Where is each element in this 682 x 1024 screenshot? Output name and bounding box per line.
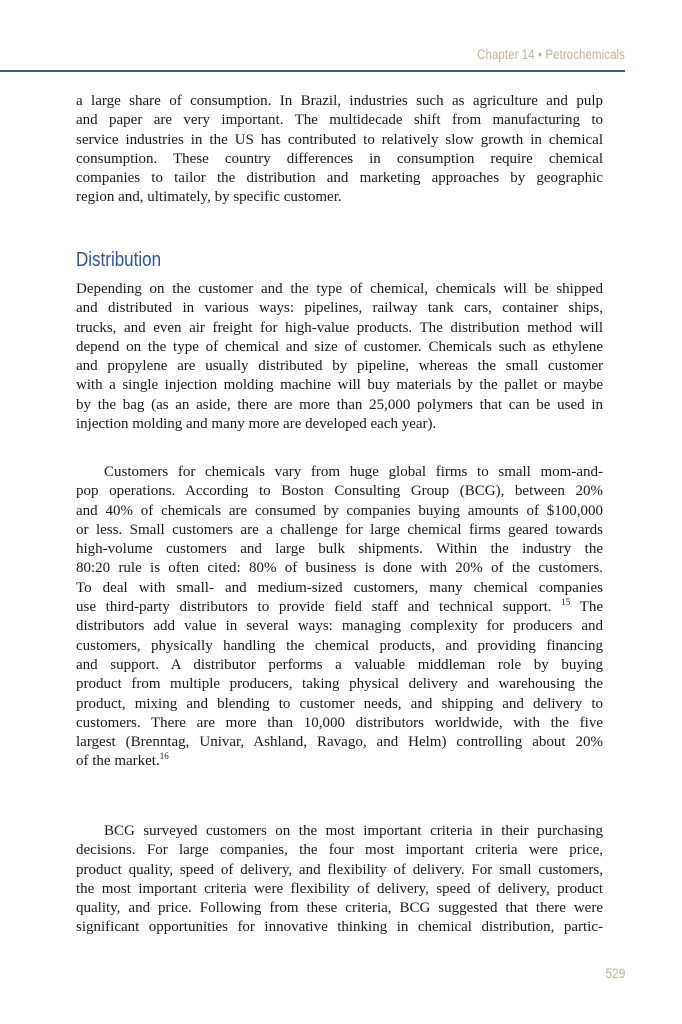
text-line: and distributed in various ways: pipelines, railway tank cars, container ships, <box>76 300 603 317</box>
text-line: largest (Brenntag, Univar, Ashland, Ravago, and Helm) controlling about 20% <box>76 734 603 751</box>
text-line: or less. Small customers are a challenge for large chemical firms geared towards <box>76 521 603 538</box>
text-line: depend on the type of chemical and size of customer. Chemicals such as ethylene <box>76 338 603 355</box>
running-head: Chapter 14 • Petrochemicals <box>477 47 625 62</box>
text-line: BCG surveyed customers on the most important criteria in their purchasing <box>104 823 603 839</box>
footnote-ref-16[interactable]: 16 <box>159 751 169 762</box>
text-line: use third-party distributors to provide field staff and technical support. $^{15}$ The <box>76 597 603 616</box>
text-line: a large share of consumption. In Brazil, industries such as agriculture and pulp <box>76 93 603 109</box>
text-line: companies to tailor the distribution and marketing approaches by geographic <box>76 170 603 187</box>
text-line: significant opportunities for innovative thinking in chemical distribution, partic- <box>76 919 603 936</box>
page-number: 529 <box>605 965 625 981</box>
text-line: quality, and price. Following from these criteria, BCG suggested that there were <box>76 900 603 917</box>
text-line: To deal with small- and medium-sized customers, many chemical companies <box>76 579 603 596</box>
paragraph-intro <box>76 92 603 208</box>
text-line: consumption. These country differences in consumption require chemical <box>76 150 603 167</box>
text-line: high-volume customers and large bulk shipments. Within the industry the <box>76 541 603 558</box>
text-line: service industries in the US has contributed to relatively slow growth in chemical <box>76 131 603 148</box>
text-line: decisions. For large companies, the four most important criteria were price, <box>76 842 603 859</box>
text-line: distributors add value in several ways: managing complexity for producers and <box>76 618 603 635</box>
text-line: trucks, and even air freight for high-value products. The distribution method will <box>76 319 603 336</box>
text-line: Depending on the customer and the type of chemical, chemicals will be shipped <box>76 281 603 297</box>
text-line: and support. A distributor performs a valuable middleman role by buying <box>76 656 603 673</box>
text-line: the most important criteria were flexibility of delivery, speed of delivery, product <box>76 880 603 897</box>
text-line: pop operations. According to Boston Consulting Group (BCG), between 20% <box>76 483 603 500</box>
header-rule <box>0 70 625 72</box>
text-line: and paper are very important. The multidecade shift from manufacturing to <box>76 112 603 129</box>
text-line: product from multiple producers, taking physical delivery and warehousing the <box>76 676 603 693</box>
text-line: and 40% of chemicals are consumed by companies buying amounts of $100,000 <box>76 502 603 519</box>
text-line: by the bag (as an aside, there are more than 25,000 polymers that can be used in <box>76 396 603 413</box>
section-heading: Distribution <box>76 249 162 271</box>
paragraph-bcg <box>76 822 603 938</box>
text-line: Customers for chemicals vary from huge global firms to small mom-and- <box>104 464 603 480</box>
paragraph-customers <box>76 463 603 772</box>
text-line: customers, physically handling the chemical products, and providing financing <box>76 637 603 654</box>
text-line: product, mixing and blending to customer needs, and shipping and delivery to <box>76 695 603 712</box>
text-line: injection molding and many more are developed each year). <box>76 416 437 433</box>
text-line: 80:20 rule is often cited: 80% of business is done with 20% of the customers. <box>76 560 603 577</box>
text-line: of the market.$^{16}$ <box>76 751 169 770</box>
text-line: with a single injection molding machine will buy materials by the pallet or maybe <box>76 377 603 394</box>
footnote-ref-15[interactable]: 15 <box>561 597 571 608</box>
paragraph-distribution <box>76 280 603 434</box>
text-line: region and, ultimately, by specific customer. <box>76 189 342 206</box>
text-line: and propylene are usually distributed by pipeline, whereas the small customer <box>76 358 603 375</box>
text-line: customers. There are more than 10,000 distributors worldwide, with the five <box>76 714 603 731</box>
text-line: product quality, speed of delivery, and flexibility of delivery. For small customers, <box>76 861 603 878</box>
